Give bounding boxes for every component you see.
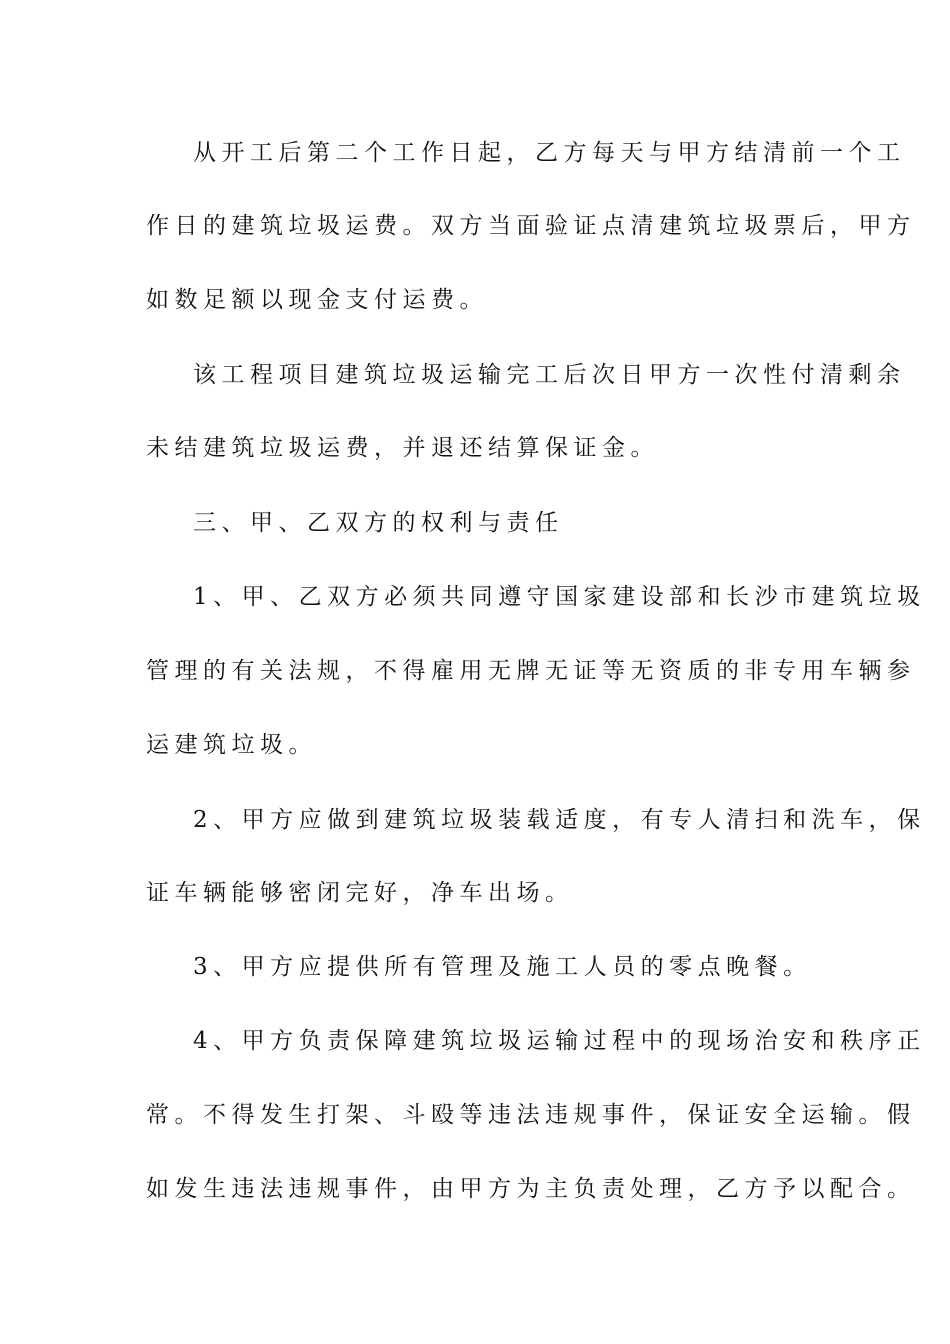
paragraph-line: 管理的有关法规，不得雇用无牌无证等无资质的非专用车辆参 — [146, 658, 916, 684]
paragraph-line: 2、甲方应做到建筑垃圾装载适度，有专人清扫和洗车，保 — [193, 807, 926, 833]
paragraph-line: 运建筑垃圾。 — [146, 732, 317, 758]
section-heading: 三、甲、乙双方的权利与责任 — [193, 510, 564, 536]
paragraph-line: 3、甲方应提供所有管理及施工人员的零点晚餐。 — [193, 954, 812, 980]
paragraph-line: 4、甲方负责保障建筑垃圾运输过程中的现场治安和秩序正 — [193, 1028, 926, 1054]
paragraph-line: 该工程项目建筑垃圾运输完工后次日甲方一次性付清剩余 — [193, 362, 906, 388]
paragraph-line: 作日的建筑垃圾运费。双方当面验证点清建筑垃圾票后，甲方 — [146, 213, 916, 239]
paragraph-line: 证车辆能够密闭完好，净车出场。 — [146, 880, 574, 906]
paragraph-line: 未结建筑垃圾运费，并退还结算保证金。 — [146, 435, 659, 461]
paragraph-line: 如发生违法违规事件，由甲方为主负责处理，乙方予以配合。 — [146, 1176, 916, 1202]
paragraph-line: 如数足额以现金支付运费。 — [146, 287, 488, 313]
paragraph-line: 常。不得发生打架、斗殴等违法违规事件，保证安全运输。假 — [146, 1102, 916, 1128]
paragraph-line: 1、甲、乙双方必须共同遵守国家建设部和长沙市建筑垃圾 — [193, 584, 926, 610]
paragraph-line: 从开工后第二个工作日起，乙方每天与甲方结清前一个工 — [193, 140, 906, 166]
